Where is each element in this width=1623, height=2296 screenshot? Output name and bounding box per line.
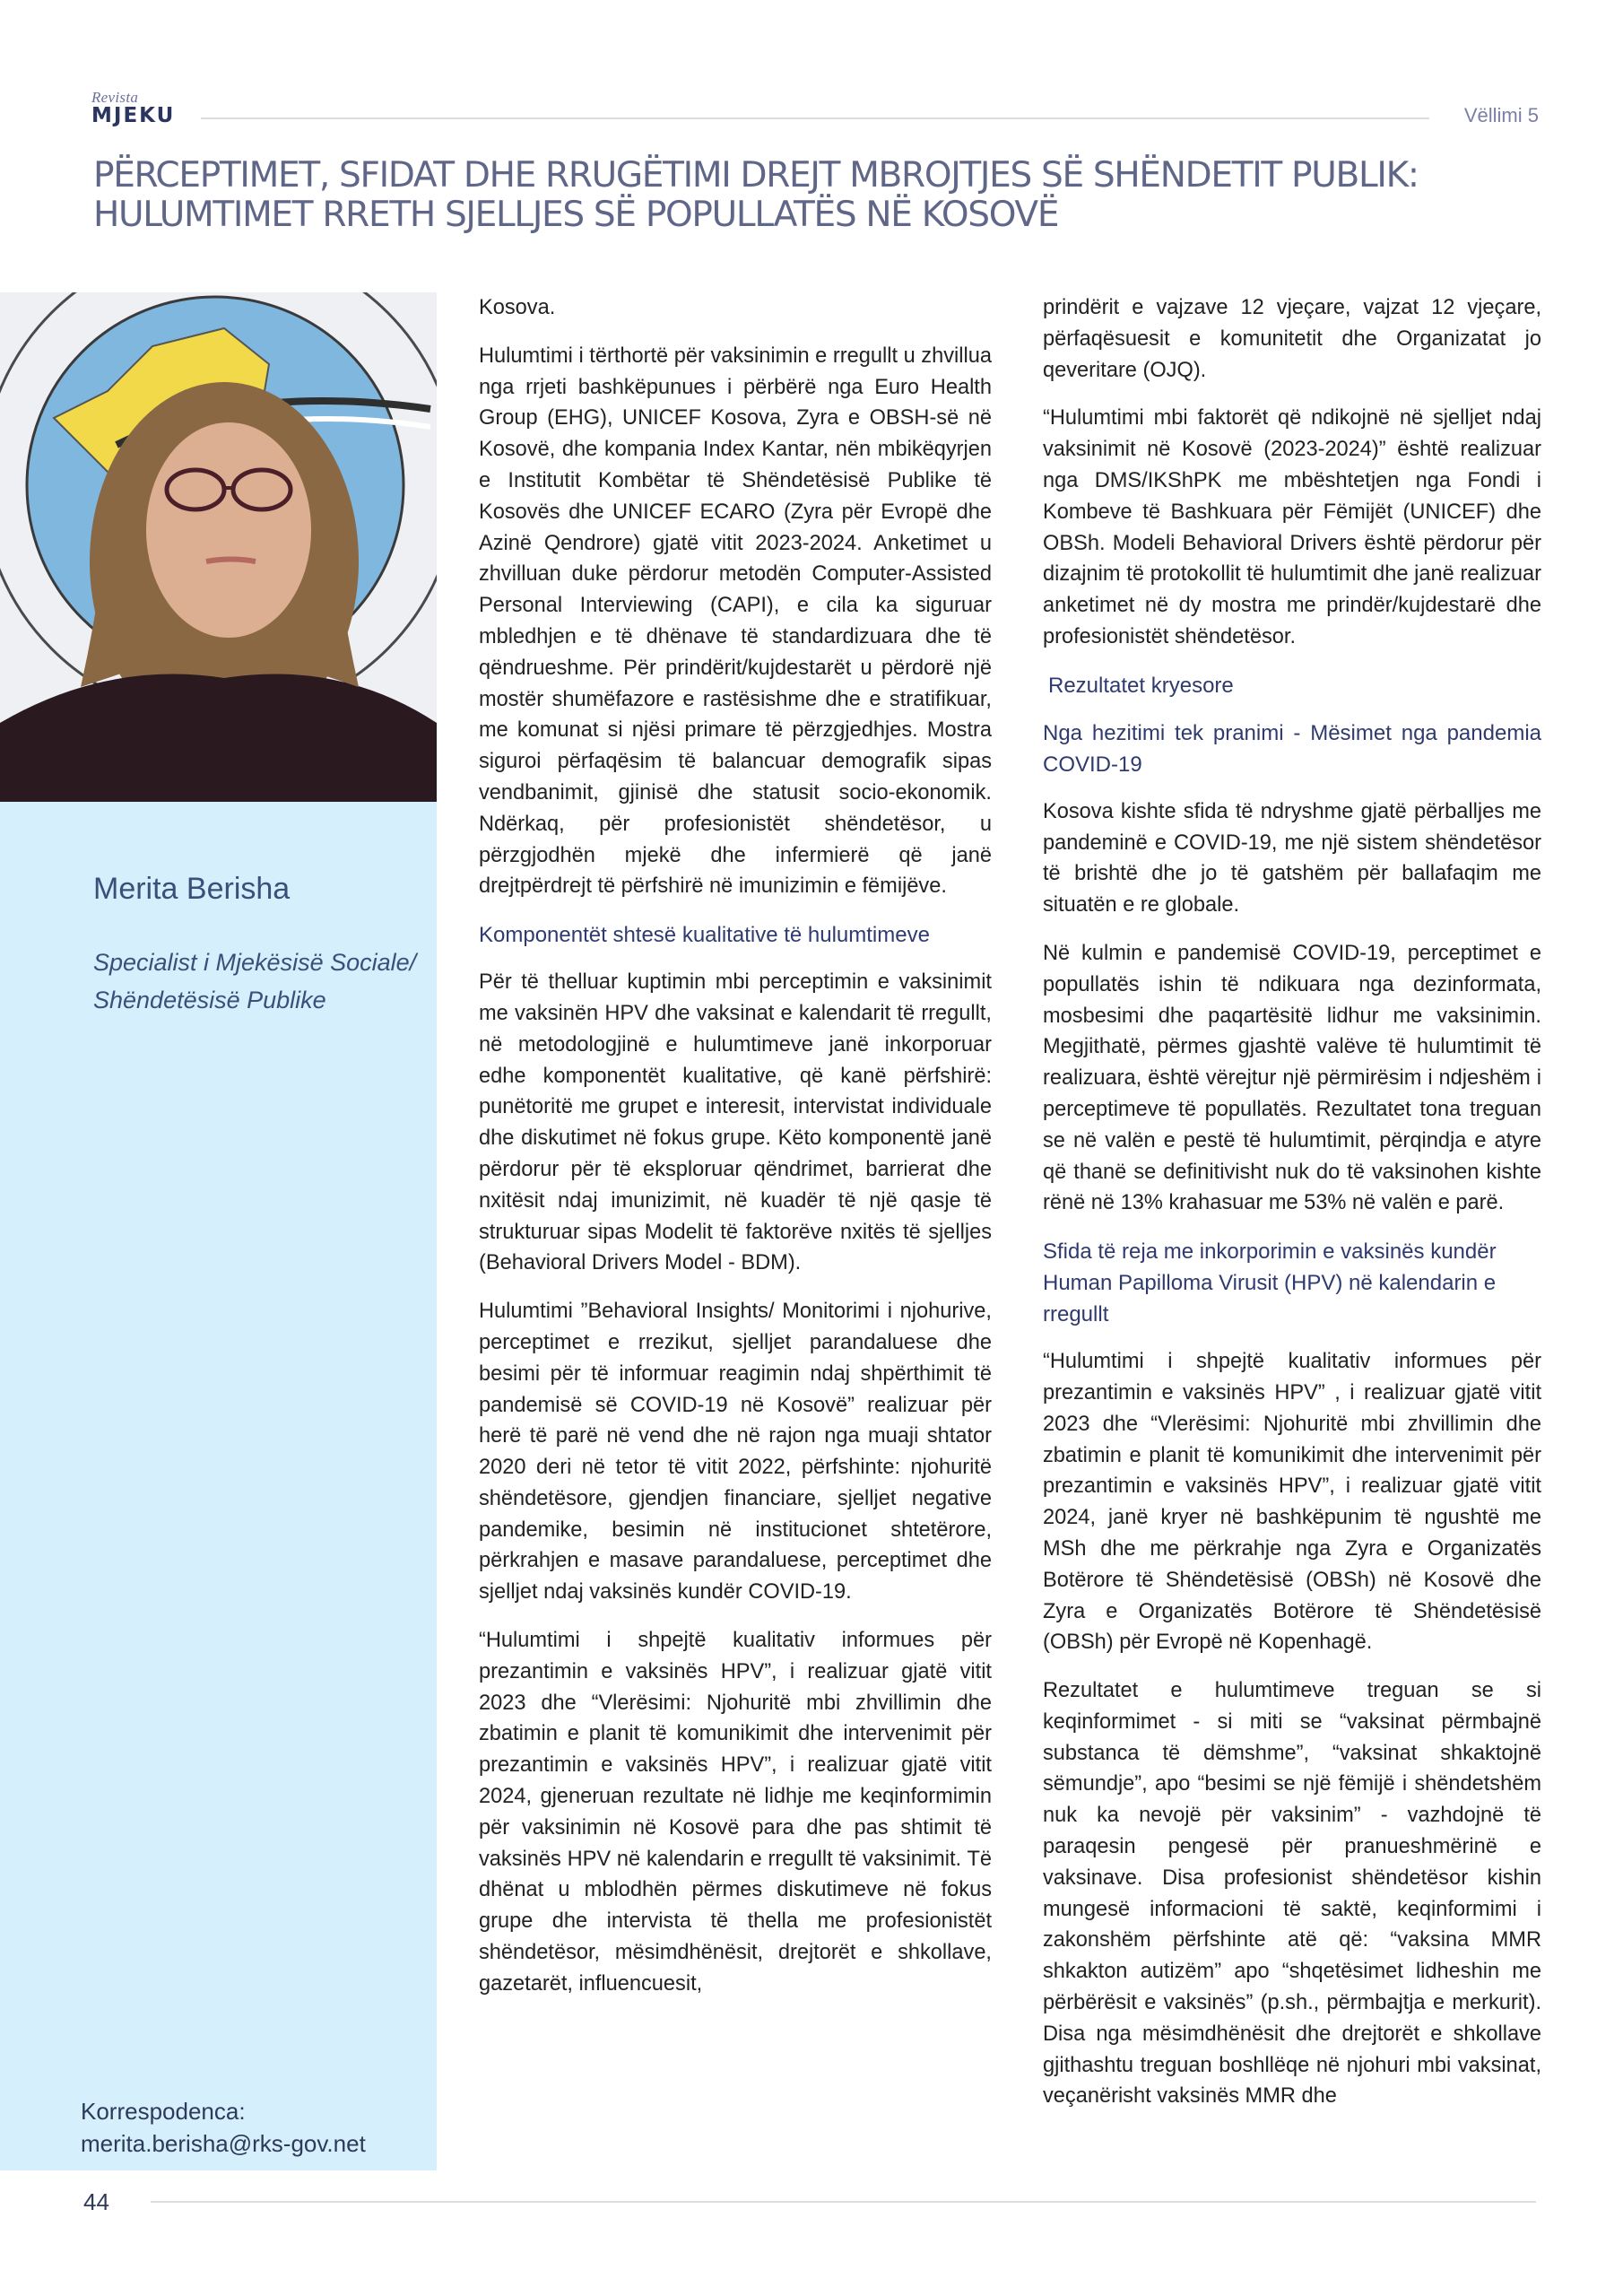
magazine-name: MJEKU [91,104,176,127]
paragraph: Kosova. [479,296,556,319]
paragraph: “Hulumtimi i shpejtë kualitativ informues për prezantimin e vaksinës HPV”, i realizuar gjatë vitit 2023 dhe “Vlerësimi: Njohuritë mbi zhvillimin dhe zbatimin e planit të komunikimit dhe intervenimit për prezantimin e vaksinës HPV”, i realizuar gjatë vitit 2024, gjeneruan rezultate në lidhje me keqinformimin për vaksinimin në Kosovë para dhe pas shtimit të vaksinës HPV në kalendarin e rregullt të vaksinimit. Të dhënat u mblodhën përmes diskutimeve në fokus grupe dhe intervista të thella me profesionistët shëndetësor, mësimdhënësit, drejtorët e shkollave, gazetarët, influencuesit, [479,1629,992,1996]
author-name: Merita Berisha [93,872,291,906]
article-title-line-2: HULUMTIMET RRETH SJELLJES SË POPULLATËS NË KOSOVË [93,195,1059,235]
paragraph: “Hulumtimi i shpejtë kualitativ informues për prezantimin e vaksinës HPV” , i realizuar gjatë vitit 2023 dhe “Vlerësimi: Njohuritë mbi zhvillimin dhe zbatimin e planit të komunikimit dhe intervenimit për prezantimin e vaksinës HPV”, i realizuar gjatë vitit 2024, janë kryer në bashkëpunim të ngushtë me MSh dhe me përkrahje nga Zyra e Organizatës Botërore të Shëndetësisë (OBSh) në Kosovë dhe Zyra e Organizatës Botërore të Shëndetësisë (OBSh) për Evropë në Kopenhagë. [1043,1350,1541,1655]
paragraph: Hulumtimi ”Behavioral Insights/ Monitorimi i njohurive, perceptimet e rrezikut, sjelljet parandaluese dhe besimi për të informuar reagimin ndaj shpërthimit të pandemisë së COVID-19 në Kosovë” realizuar për herë të parë në vend dhe në rajon nga muaji shtator 2020 deri në tetor të vitit 2022, përfshinte: njohuritë shëndetësore, gjendjen financiare, sjelljet negative pandemike, besimin në institucionet shtetërore, përkrahjen e masave parandaluese, perceptimet dhe sjelljet ndaj vaksinës kundër COVID-19. [479,1300,992,1605]
article-column-2 [1043,292,1541,2129]
paragraph: Hulumtimi i tërthortë për vaksinimin e rregullt u zhvillua nga rrjeti bashkëpunues i përbërë nga Euro Health Group (EHG), UNICEF Kosova, Zyra e OBSH-së në Kosovë, dhe kompania Index Kantar, nën mbikëqyrjen e Institutit Kombëtar të Shëndetësisë Publike të Kosovës dhe UNICEF ECARO (Zyra për Evropë dhe Azinë Qendrore) gjatë vitit 2023-2024. Anketimet u zhvilluan duke përdorur metodën Computer-Assisted Personal Interviewing (CAPI), e cila ka siguruar mbledhjen e të dhënave të standardizuara dhe të qëndrueshme. Për prindërit/kujdestarët u përdorë një mostër shumëfazore e rastësishme dhe e stratifikuar, me komunat si njësi primare të përzgjedhjes. Mostra siguroi përfaqësim të balancuar demografik sipas vendbanimit, gjinisë dhe statusit socio-ekonomik. Ndërkaq, për profesionistët shëndetësor, u përzgjodhën mjekë dhe infermierë që janë drejtpërdrejt të përfshirë në imunizimin e fëmijëve. [479,344,992,899]
author-photo [0,292,437,802]
paragraph: prindërit e vajzave 12 vjeçare, vajzat 12 vjeçare, përfaqësuesit e komunitetit dhe Organizatat jo qeveritare (OJQ). [1043,296,1541,382]
magazine-kicker: Revista [91,89,139,106]
article-title-line-1: PËRCEPTIMET, SFIDAT DHE RRUGËTIMI DREJT MBROJTJES SË SHËNDETIT PUBLIK: [93,155,1419,196]
correspondence-label: Korrespodenca: [81,2098,246,2125]
subsection-heading-covid: Nga hezitimi tek pranimi - Mësimet nga pandemia COVID-19 [1043,720,1541,777]
paragraph: Kosova kishte sfida të ndryshme gjatë përballjes me pandeminë e COVID-19, me një sistem shëndetësor të brishtë dhe jo të gatshëm për ballafaqim me situatën e re globale. [1043,799,1541,918]
paragraph: Rezultatet e hulumtimeve treguan se si keqinformimet - si miti se “vaksinat përmbajnë substanca të dëmshme”, “vaksinat shkaktojnë sëmundje”, apo “besimi se një fëmijë i shëndetshëm nuk ka nevojë për vaksinim” - vazhdojnë të paraqesin pengesë për pranueshmërinë e vaksinave. Disa profesionist shëndetësor kishin mungesë informacioni të saktë, keqinformimi i zakonshëm përfshinte atë që: “vaksina MMR shkakton autizëm” apo “shqetësimet lidheshin me përbërësit e vaksinës” (p.sh., përmbajtja e merkurit). Disa nga mësimdhënësit dhe drejtorët e shkollave gjithashtu treguan boshllëqe në njohuri mbi vaksinat, veçanërisht vaksinës MMR dhe [1043,1679,1541,2109]
section-heading-qualitative-components: Komponentët shtesë kualitative të hulumtimeve [479,923,930,948]
volume-label: Vëllimi 5 [1463,104,1539,126]
page-number: 44 [83,2188,109,2215]
footer-divider [151,2201,1536,2203]
paragraph: Për të thelluar kuptimin mbi perceptimin e vaksinimit me vaksinën HPV dhe vaksinat e kalendarit të rregullt, në metodologjinë e hulumtimeve janë inkorporuar edhe komponentët kualitative, që kanë përfshirë: punëtoritë me grupet e interesit, intervistat individuale dhe diskutimet në fokus grupe. Këto komponentë janë përdorur për të eksploruar qëndrimet, barrierat dhe nxitësit ndaj imunizimit, në kuadër të një qasje të strukturuar sipas Modelit të faktorëve nxitës të sjelljes (Behavioral Drivers Model - BDM). [479,970,992,1275]
paragraph: Në kulmin e pandemisë COVID-19, perceptimet e popullatës ishin të ndikuara nga dezinformata, mosbesimi dhe paqartësitë lidhur me vaksinimin. Megjithatë, përmes gjashtë valëve të hulumtimit të realizuara, është vërejtur një përmirësim i ndjeshëm i perceptimeve të popullatës. Rezultatet tona treguan se në valën e pestë të hulumtimit, përqindja e atyre që thanë se definitivisht nuk do të vaksinohen kishte rënë në 13% krahasuar me 53% në valën e parë. [1043,941,1541,1215]
article-column-1 [479,292,992,2017]
article-title [93,156,1573,235]
header-divider [201,117,1429,119]
paragraph: “Hulumtimi mbi faktorët që ndikojnë në sjelljet ndaj vaksinimit në Kosovë (2023-2024)” është realizuar nga DMS/IKShPK me mbështetjen nga Fondi i Kombeve të Bashkuara për Fëmijët (UNICEF) dhe OBSh. Modeli Behavioral Drivers është përdorur për dizajnim të protokollit të hulumtimit dhe janë realizuar anketimet në dy mostra me prindër/kujdestarë dhe profesionistët shëndetësor. [1043,406,1541,648]
correspondence [81,2095,366,2160]
author-portrait-icon [0,292,437,802]
author-sidebar [0,292,437,2170]
author-role: Specialist i Mjekësisë Sociale/ Shëndetësisë Publike [93,949,417,1013]
section-heading-main-results: Rezultatet kryesore [1048,673,1234,698]
correspondence-email[interactable]: merita.berisha@rks-gov.net [81,2130,366,2157]
subsection-heading-hpv: Sfida të reja me inkorporimin e vaksinës kundër Human Papilloma Virusit (HPV) në kalendarin e rregullt [1043,1239,1497,1327]
magazine-logo [91,89,176,127]
